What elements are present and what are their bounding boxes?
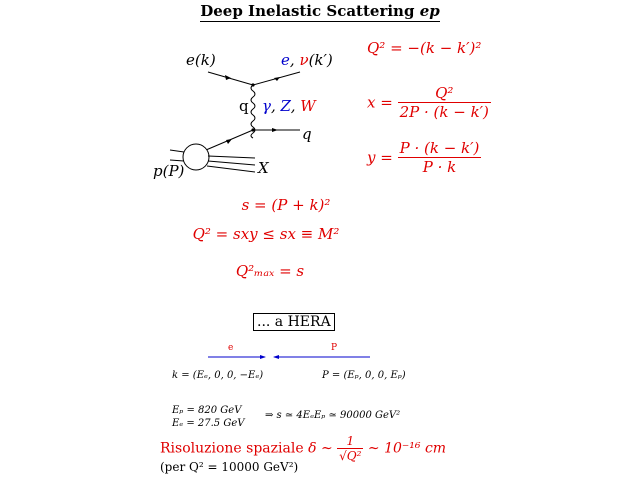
electron-beam-arrow [260, 355, 266, 359]
x-numerator: Q² [398, 84, 491, 103]
y-numerator: P · (k − k′) [399, 139, 480, 157]
s-definition: s = (P + k)² [241, 196, 331, 214]
x-denominator: 2P · (k − k′) [399, 103, 489, 121]
boson-w: W [300, 97, 316, 115]
resolution-note: (per Q² = 10000 GeV²) [160, 460, 299, 474]
hadrons-label: X [258, 159, 269, 177]
electron-out-k: (k′) [308, 51, 333, 69]
proton-line-2 [170, 160, 184, 161]
remnant-line-3 [207, 166, 255, 172]
proton-energy: Eₚ = 820 GeV [172, 405, 242, 416]
y-denominator: P · k [422, 158, 457, 176]
electron-out-label [281, 51, 333, 69]
s-value: ⇒ s ≃ 4EₑEₚ ≃ 90000 GeV² [265, 410, 401, 421]
x-fraction [398, 84, 491, 121]
resolution-denominator: √Q² [339, 449, 362, 463]
y-definition [367, 139, 481, 176]
boson-label [262, 97, 316, 115]
boson-z: Z [280, 97, 291, 115]
electron-in-arrow [225, 75, 231, 80]
proton-label: p(P) [153, 162, 185, 180]
resolution-numerator: 1 [337, 434, 363, 449]
electron-momentum: k = (Eₑ, 0, 0, −Eₑ) [172, 370, 264, 381]
boson-sep-1: , [270, 97, 281, 115]
remnant-line-1 [208, 156, 255, 158]
resolution-lhs: δ ∼ [308, 440, 333, 457]
electron-beam-label: e [228, 343, 234, 353]
y-fraction [398, 139, 482, 176]
proton-blob [183, 144, 209, 170]
electron-in-line [208, 72, 253, 85]
x-lhs: x = [367, 93, 393, 112]
remnant-line-2 [208, 161, 255, 165]
resolution-fraction [337, 434, 363, 463]
title-italic: ep [419, 2, 440, 20]
title-text: Deep Inelastic Scattering [200, 2, 415, 20]
electron-in-label: e(k) [186, 51, 216, 69]
electron-energy: Eₑ = 27.5 GeV [172, 418, 245, 429]
boson-q-label: q [239, 97, 249, 115]
q2-definition: Q² = −(k − k′)² [367, 39, 482, 57]
proton-beam-label: P [331, 343, 338, 353]
electron-out-sep: , [289, 51, 300, 69]
proton-momentum: P = (Eₚ, 0, 0, Eₚ) [322, 370, 406, 381]
boson-gamma: γ [262, 97, 271, 115]
y-lhs: y = [367, 148, 393, 167]
electron-out-nu: ν [299, 51, 309, 69]
resolution-line [160, 434, 446, 463]
x-definition [367, 84, 491, 121]
q2-relation: Q² = sxy ≤ sx ≡ M² [192, 225, 340, 243]
quark-out-label: q [302, 125, 312, 143]
q2-max: Q²ₘₐₓ = s [235, 262, 305, 280]
resolution-text: Risoluzione spaziale [160, 440, 304, 457]
quark-out-arrow [272, 128, 278, 132]
hera-box: ... a HERA [253, 313, 335, 331]
electron-out-e: e [281, 51, 290, 69]
proton-line-1 [170, 150, 184, 152]
quark-in-arrow [226, 139, 232, 144]
resolution-rhs: ∼ 10⁻¹⁶ cm [367, 440, 447, 457]
proton-beam-arrow [273, 355, 279, 359]
boson-sep-2: , [290, 97, 301, 115]
